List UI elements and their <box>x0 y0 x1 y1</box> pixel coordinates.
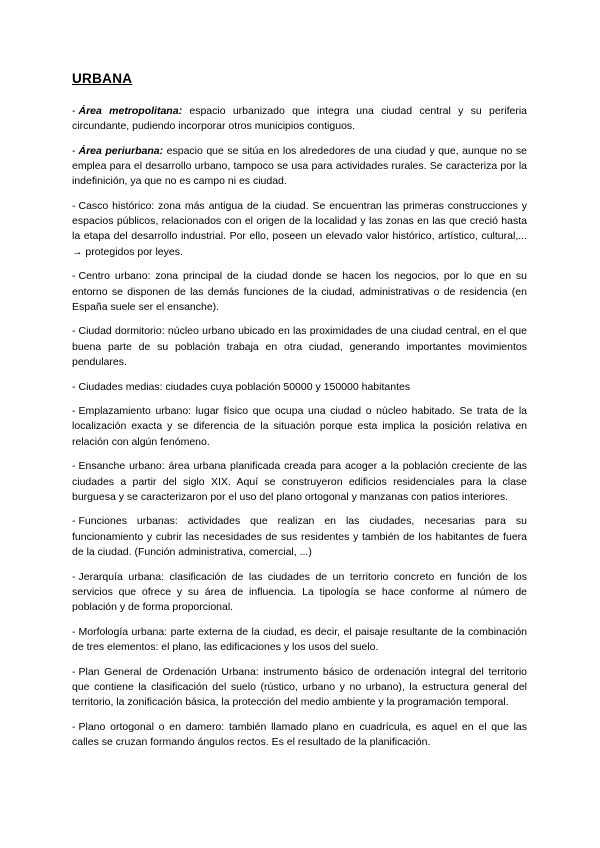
glossary-entry-area-periurbana <box>72 144 527 190</box>
entry-term: Centro urbano: <box>78 270 151 283</box>
entry-dash: - <box>72 460 76 473</box>
entry-dash: - <box>72 144 76 157</box>
glossary-entry-ciudades-medias <box>72 380 527 395</box>
entry-term: Ciudad dormitorio: <box>78 325 165 338</box>
entry-definition: núcleo urbano ubicado en las proximidades de una ciudad central, en el que buena parte de su población trabaja en otra ciudad, generando importantes movimientos pendulares. <box>72 325 527 368</box>
entry-term: Plan General de Ordenación Urbana: <box>78 665 259 678</box>
glossary-entry-ensanche-urbano <box>72 459 527 505</box>
entry-term: Área metropolitana: <box>78 105 183 117</box>
entry-definition: zona principal de la ciudad donde se hacen los negocios, por lo que en su entorno se disponen de las demás funciones de la ciudad, administrativas o de residencia (en España suele ser el ensanche). <box>72 270 528 313</box>
entry-definition: clasificación de las ciudades de un territorio concreto en función de los servicios que ofrece y su área de influencia. La tipología se hace conforme al número de población y de forma proporcional. <box>72 570 527 613</box>
entry-dash: - <box>72 570 76 583</box>
entry-definition: ciudades cuya población 50000 y 150000 habitantes <box>162 380 411 393</box>
entry-definition: parte externa de la ciudad, es decir, el paisaje resultante de la combinación de tres elementos: el plano, las edificaciones y los usos del suelo. <box>72 625 527 653</box>
entry-term: Ensanche urbano: <box>78 460 165 473</box>
entry-term: Morfología urbana: <box>78 625 168 638</box>
entry-definition: área urbana planificada creada para acoger a la población creciente de las ciudades a partir del siglo XIX. Aquí se construyeron edificios residenciales para la clase burguesa y se caracterizaron por el uso del plano ortogonal y manzanas con patios interiores. <box>72 460 527 503</box>
entry-definition: actividades que realizan en las ciudades, necesarias para su funcionamiento y cubrir las necesidades de sus residentes y también de los habitantes de fuera de la ciudad. (Función administrativa, comercial, ...) <box>72 515 527 558</box>
glossary-entry-funciones-urbanas <box>72 514 527 560</box>
glossary-entry-ciudad-dormitorio <box>72 324 527 370</box>
entry-dash: - <box>72 380 76 393</box>
entry-term: Funciones urbanas: <box>78 515 178 528</box>
entry-dash: - <box>72 665 76 678</box>
entry-dash: - <box>72 105 76 117</box>
glossary-entry-morfologia-urbana <box>72 625 527 655</box>
entry-definition: instrumento básico de ordenación integral del territorio que contiene la clasificación del suelo (rústico, urbano y no urbano), la estructura general del territorio, la zonificación básica, la protección del medio ambiente y la programación temporal. <box>72 665 527 708</box>
entry-term: Casco histórico: <box>78 200 155 213</box>
entry-dash: - <box>72 325 76 338</box>
entry-term: Jerarquía urbana: <box>78 570 165 583</box>
entry-definition: espacio que se sitúa en los alrededores de una ciudad y que, aunque no se emplea para el desarrollo urbano, tampoco se usa para actividades rurales. Se caracteriza por la indefinición, ya que no es campo ni es ciudad. <box>72 144 527 188</box>
glossary-entry-plano-ortogonal <box>72 720 527 750</box>
entry-dash: - <box>72 625 76 638</box>
entry-definition: también llamado plano en cuadrícula, es aquel en el que las calles se cruzan formando ángulos rectos. Es el resultado de la planificación. <box>72 720 527 748</box>
entry-term: Área periurbana: <box>78 144 164 157</box>
glossary-entry-plan-general <box>72 665 527 711</box>
entry-term: Emplazamiento urbano: <box>78 405 192 418</box>
glossary-entry-jerarquia-urbana <box>72 570 527 616</box>
glossary-entry-emplazamiento-urbano <box>72 404 527 450</box>
document-page <box>72 70 527 760</box>
entry-term: Ciudades medias: <box>78 380 163 393</box>
glossary-entry-centro-urbano <box>72 269 527 315</box>
entry-definition: espacio urbanizado que integra una ciudad central y su periferia circundante, pudiendo incorporar otros municipios contiguos. <box>72 105 527 133</box>
entry-dash: - <box>72 515 76 528</box>
entry-definition: lugar físico que ocupa una ciudad o núcleo habitado. Se trata de la localización exacta y se diferencia de la situación porque esta implica la posición relativa en relación con algún fenómeno. <box>72 405 527 448</box>
entry-definition: zona más antigua de la ciudad. Se encuentran las primeras construcciones y espacios públicos, relacionados con el origen de la localidad y las zonas en las que creció hasta la etapa del desarrollo industrial. Por ello, poseen un elevado valor histórico, artístico, cultural,... → protegidos por leyes. <box>72 200 527 258</box>
entry-dash: - <box>72 405 76 418</box>
glossary-list <box>72 104 527 750</box>
glossary-entry-casco-historico <box>72 199 527 260</box>
document-title: URBANA <box>72 71 133 86</box>
entry-dash: - <box>72 270 76 283</box>
entry-dash: - <box>72 200 76 213</box>
glossary-entry-area-metropolitana <box>72 104 527 134</box>
entry-term: Plano ortogonal o en damero: <box>78 720 225 733</box>
entry-dash: - <box>72 720 76 733</box>
